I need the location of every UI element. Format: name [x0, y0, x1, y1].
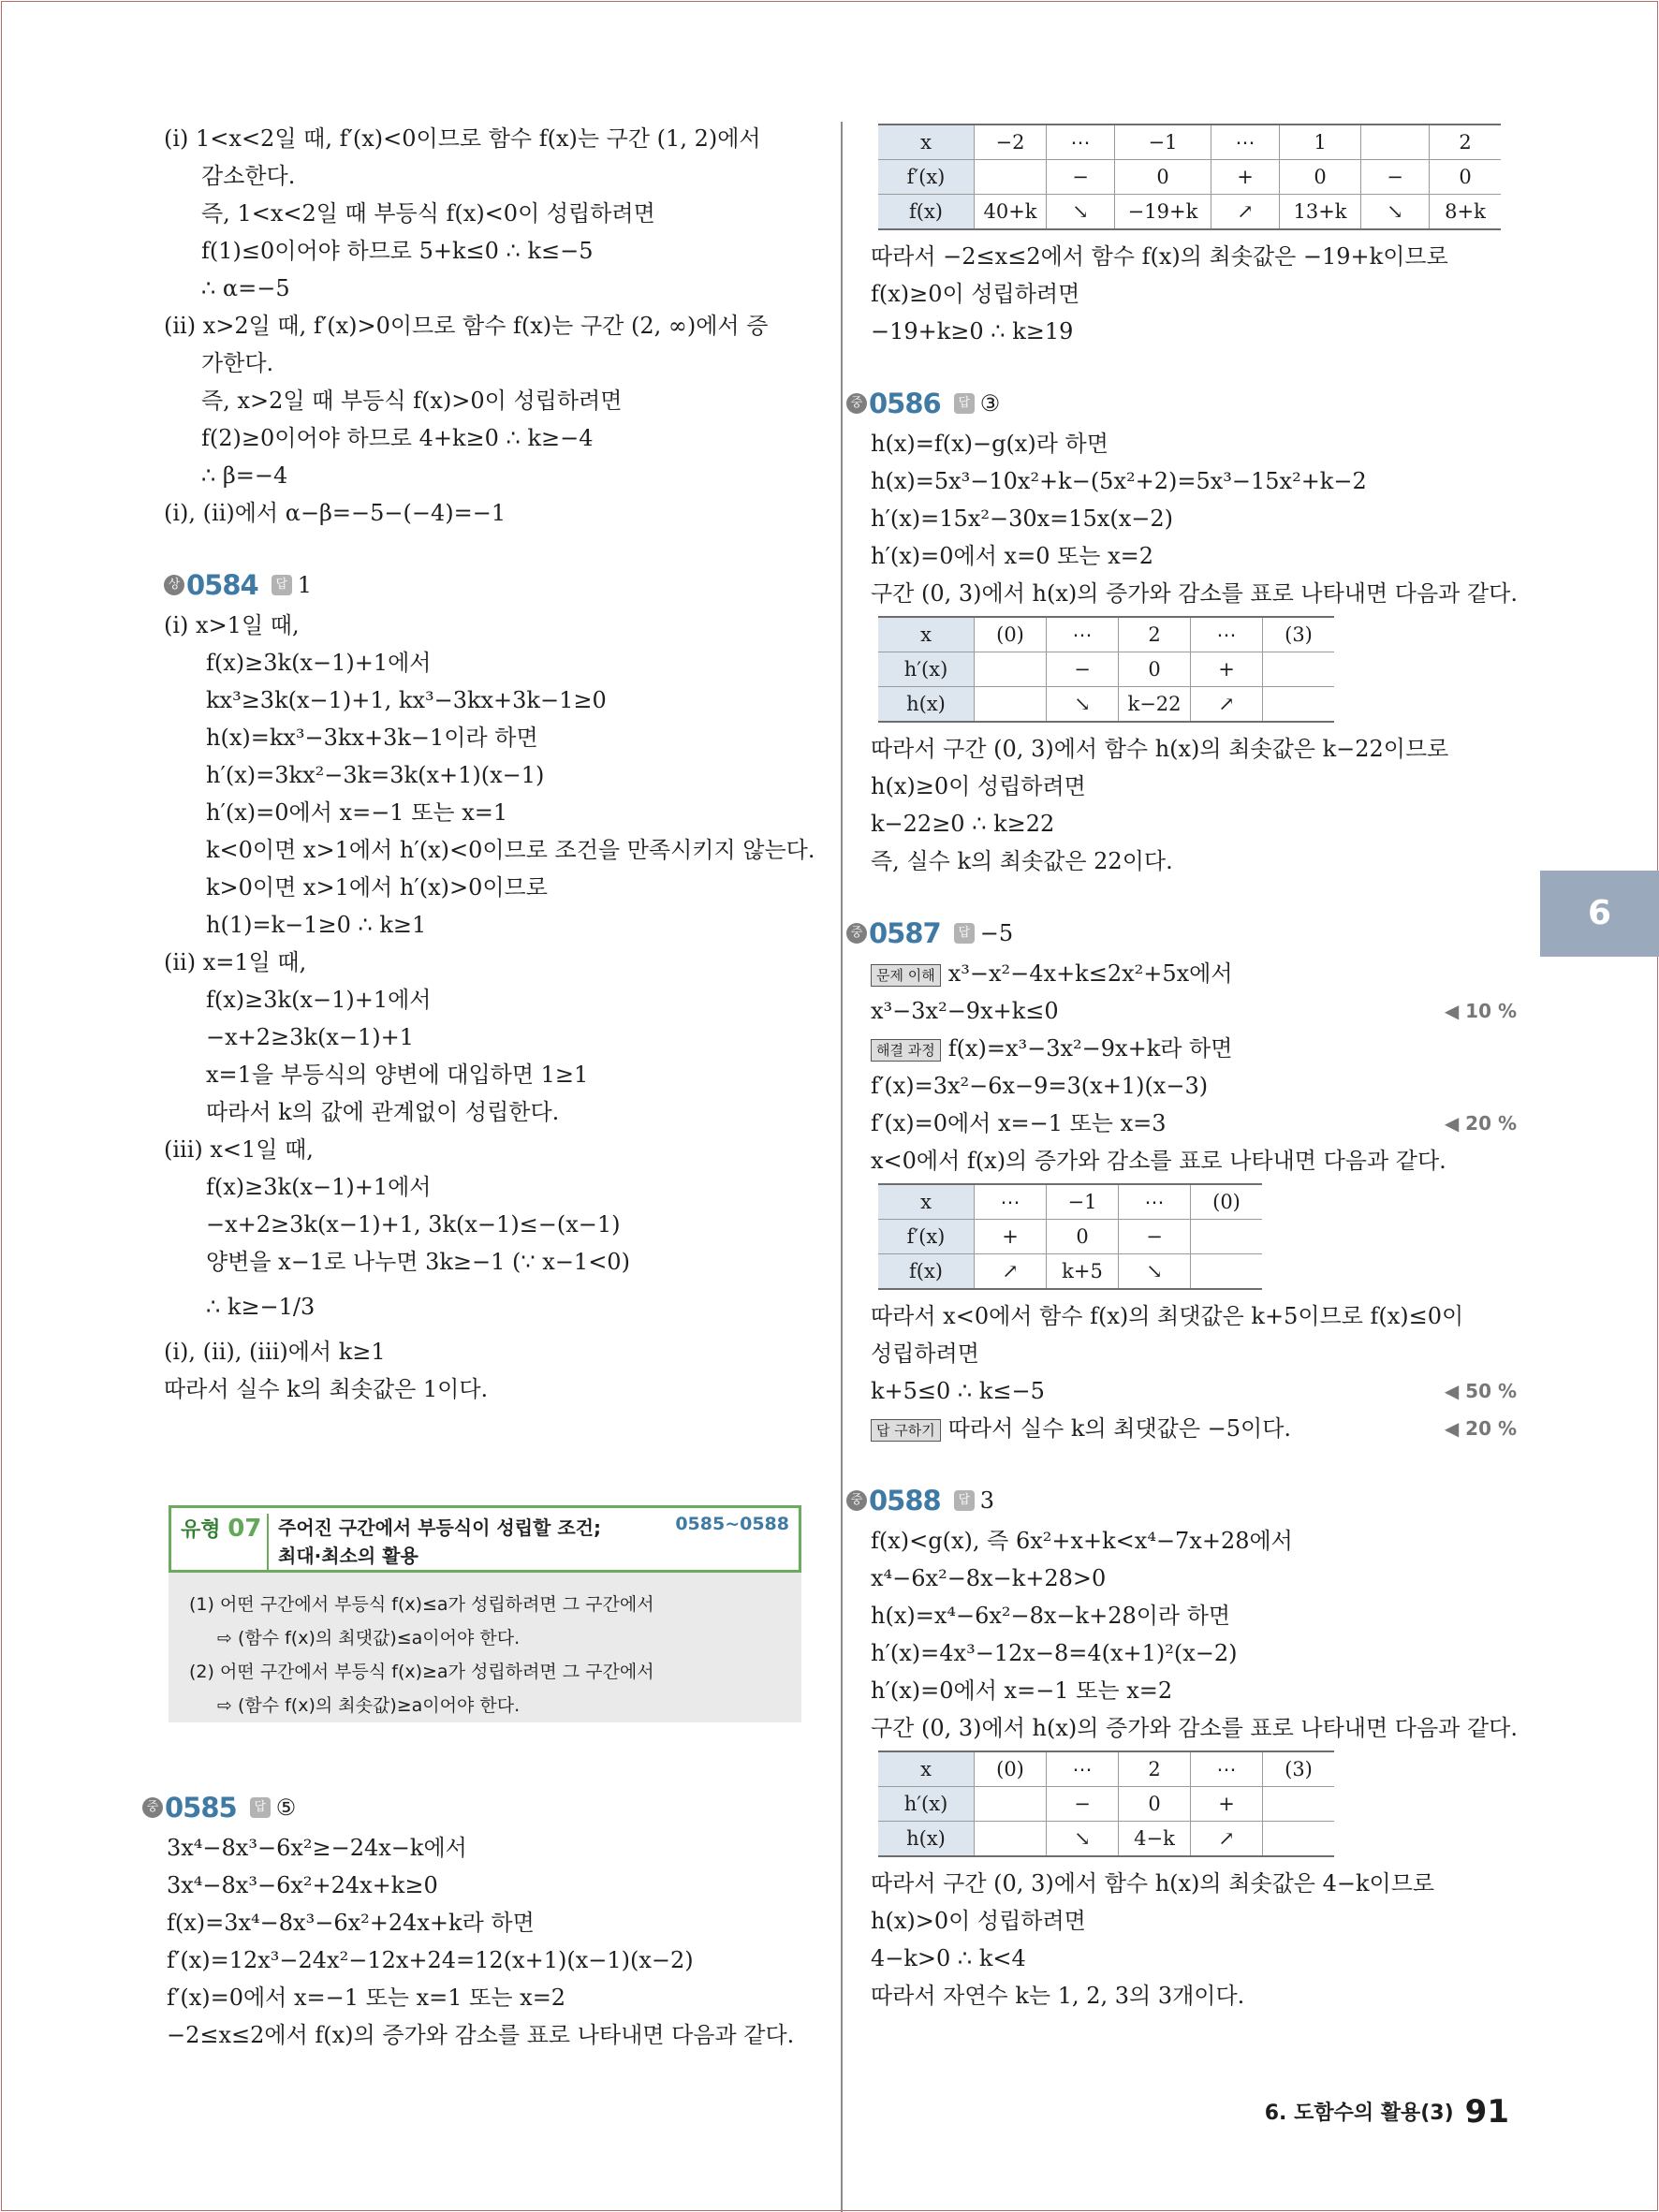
right-column	[850, 122, 1518, 2014]
table-cell: 4−k	[1119, 1822, 1191, 1857]
difficulty-badge: 중	[142, 1797, 163, 1818]
table-cell	[1191, 1254, 1263, 1290]
text-line: (i) x>1일 때,	[164, 612, 300, 638]
answer-value: 1	[297, 572, 312, 598]
score-percent: ◀ 50 %	[1444, 1380, 1517, 1402]
table-cell: (3)	[1263, 617, 1335, 652]
problem-0584-header	[164, 564, 810, 607]
text-line: k<0이면 x>1에서 h′(x)<0이므로 조건을 만족시키지 않는다.	[206, 837, 815, 863]
text-line: 즉, 1<x<2일 때 부등식 f(x)<0이 성립하려면	[201, 200, 655, 227]
type-range: 0585~0588	[675, 1514, 789, 1534]
type-body-line: ⇨ (함수 f(x)의 최솟값)≥a이어야 한다.	[217, 1695, 521, 1716]
table-cell	[1263, 1787, 1335, 1822]
table-cell: −1	[1115, 125, 1211, 160]
page-number: 91	[1464, 2093, 1509, 2131]
table-cell: ↘	[1047, 687, 1119, 723]
text-line: f(x)<g(x), 즉 6x²+x+k<x⁴−7x+28에서	[871, 1528, 1293, 1554]
text-line: h(x)=kx³−3kx+3k−1이라 하면	[206, 725, 538, 751]
problem-number: 0585	[165, 1792, 237, 1824]
variation-table-0585	[878, 124, 1501, 230]
text-span: k+5≤0 ∴ k≤−5	[871, 1378, 1045, 1404]
left-column	[164, 120, 815, 1408]
table-cell	[1263, 1822, 1335, 1857]
table-cell	[975, 1822, 1047, 1857]
chapter-title: 6. 도함수의 활용(3)	[1264, 2102, 1454, 2125]
text-line: 성립하려면	[871, 1340, 979, 1367]
text-line: 구간 (0, 3)에서 h(x)의 증가와 감소를 표로 나타내면 다음과 같다.	[871, 1715, 1518, 1741]
page-footer	[1265, 2093, 1509, 2131]
problem-0585	[142, 1786, 816, 2054]
text-line: f(x)≥3k(x−1)+1에서	[206, 650, 432, 676]
table-cell: −19+k	[1115, 195, 1211, 230]
problem-number: 0587	[869, 917, 941, 949]
text-line: 가한다.	[201, 350, 274, 376]
table-cell: x	[878, 1751, 975, 1787]
column-divider	[841, 122, 843, 2212]
table-cell: (0)	[975, 1751, 1047, 1787]
text-span: 따라서 실수 k의 최댓값은 −5이다.	[947, 1415, 1292, 1442]
table-cell: +	[1191, 1787, 1263, 1822]
problem-0586-header	[846, 382, 1517, 425]
text-line: 즉, 실수 k의 최솟값은 22이다.	[871, 848, 1173, 874]
type-box-header	[169, 1505, 801, 1573]
text-line: (ii) x>2일 때, f′(x)>0이므로 함수 f(x)는 구간 (2, ∞)에서 증	[164, 313, 769, 339]
text-line: 따라서 자연수 k는 1, 2, 3의 3개이다.	[871, 1983, 1245, 2009]
problem-0585-header	[142, 1786, 816, 1829]
table-cell: h′(x)	[878, 652, 975, 687]
table-cell: k−22	[1119, 687, 1191, 723]
type-box-body	[169, 1573, 801, 1722]
text-line: (i) 1<x<2일 때, f′(x)<0이므로 함수 f(x)는 구간 (1, 2)에서	[164, 125, 761, 152]
table-cell	[975, 1787, 1047, 1822]
answer-badge: 답	[954, 393, 975, 414]
answer-value: 3	[979, 1487, 994, 1514]
text-line: h(x)=x⁴−6x²−8x−k+28이라 하면	[871, 1603, 1231, 1629]
text-line: ∴ β=−4	[201, 462, 288, 489]
table-cell: ⋯	[1191, 617, 1263, 652]
text-span: f(x)=x³−3x²−9x+k라 하면	[947, 1035, 1233, 1062]
text-line	[871, 1410, 1517, 1447]
text-line: (i), (ii), (iii)에서 k≥1	[164, 1339, 386, 1365]
difficulty-badge: 중	[846, 923, 867, 944]
table-cell: −	[1047, 1787, 1119, 1822]
text-line: h(x)=f(x)−g(x)라 하면	[871, 431, 1108, 457]
table-cell: x	[878, 125, 975, 160]
table-cell: ↗	[1211, 195, 1280, 230]
difficulty-badge: 중	[846, 1490, 867, 1511]
table-cell: f′(x)	[878, 160, 975, 195]
table-cell: 0	[1047, 1220, 1119, 1254]
text-line: h′(x)=15x²−30x=15x(x−2)	[871, 505, 1173, 532]
answer-badge: 답	[250, 1797, 271, 1818]
variation-table-0587	[878, 1183, 1262, 1290]
answer-value: −5	[979, 920, 1014, 946]
answer-badge: 답	[954, 923, 975, 944]
difficulty-badge: 상	[164, 575, 184, 595]
score-percent: ◀ 10 %	[1444, 1000, 1517, 1022]
table-cell: 0	[1119, 652, 1191, 687]
table-cell: −	[1047, 160, 1115, 195]
text-line: kx³≥3k(x−1)+1, kx³−3kx+3k−1≥0	[206, 687, 607, 713]
variation-table-0586	[878, 616, 1334, 723]
table-cell	[1263, 652, 1335, 687]
table-cell: 1	[1280, 125, 1361, 160]
table-cell: 2	[1430, 125, 1502, 160]
table-cell: (0)	[1191, 1184, 1263, 1220]
text-line: −x+2≥3k(x−1)+1	[206, 1024, 414, 1050]
type-body-line: (1) 어떤 구간에서 부등식 f(x)≤a가 성립하려면 그 구간에서	[189, 1594, 654, 1615]
table-cell: −1	[1047, 1184, 1119, 1220]
text-line: h(x)=5x³−10x²+k−(5x²+2)=5x³−15x²+k−2	[871, 468, 1367, 494]
table-cell: 2	[1119, 1751, 1191, 1787]
text-line: x⁴−6x²−8x−k+28>0	[871, 1565, 1107, 1591]
table-cell: h′(x)	[878, 1787, 975, 1822]
problem-0587-header	[846, 912, 1517, 955]
text-line: h′(x)=3kx²−3k=3k(x+1)(x−1)	[206, 762, 545, 788]
text-line: f(x)≥0이 성립하려면	[871, 281, 1080, 307]
text-line: f′(x)=3x²−6x−9=3(x+1)(x−3)	[871, 1073, 1209, 1099]
table-cell: f(x)	[878, 1254, 975, 1290]
text-line: f′(x)=0에서 x=−1 또는 x=1 또는 x=2	[167, 1985, 566, 2011]
text-line: −2≤x≤2에서 f(x)의 증가와 감소를 표로 나타내면 다음과 같다.	[167, 2022, 795, 2048]
text-line: x=1을 부등식의 양변에 대입하면 1≥1	[206, 1062, 589, 1088]
table-cell: ↘	[1119, 1254, 1191, 1290]
table-cell: −	[1361, 160, 1430, 195]
text-line: 따라서 x<0에서 함수 f(x)의 최댓값은 k+5이므로 f(x)≤0이	[871, 1303, 1464, 1329]
table-cell: ⋯	[1211, 125, 1280, 160]
table-cell: ⋯	[1047, 1751, 1119, 1787]
table-cell: ⋯	[1191, 1751, 1263, 1787]
score-percent: ◀ 20 %	[1444, 1417, 1517, 1440]
text-line	[871, 1105, 1517, 1142]
text-line: f′(x)=12x³−24x²−12x+24=12(x+1)(x−1)(x−2)	[167, 1947, 694, 1973]
answer-badge: 답	[272, 575, 292, 595]
table-cell	[975, 160, 1047, 195]
text-line: ∴ α=−5	[201, 275, 290, 301]
variation-table-0588	[878, 1751, 1334, 1857]
answer-value: ⑤	[275, 1795, 297, 1821]
step-tag: 문제 이해	[871, 964, 941, 987]
type-title-line: 주어진 구간에서 부등식이 성립할 조건;	[278, 1516, 601, 1539]
text-line	[871, 992, 1517, 1030]
text-line: h′(x)=0에서 x=−1 또는 x=1	[206, 799, 508, 826]
text-line: (iii) x<1일 때,	[164, 1136, 314, 1163]
step-tag: 답 구하기	[871, 1419, 941, 1442]
table-cell: 0	[1115, 160, 1211, 195]
type-body-line: ⇨ (함수 f(x)의 최댓값)≤a이어야 한다.	[217, 1628, 521, 1648]
table-cell: ⋯	[1119, 1184, 1191, 1220]
text-line: 따라서 실수 k의 최솟값은 1이다.	[164, 1376, 489, 1402]
table-cell: ↗	[1191, 1822, 1263, 1857]
score-percent: ◀ 20 %	[1444, 1112, 1517, 1135]
text-line: 따라서 −2≤x≤2에서 함수 f(x)의 최솟값은 −19+k이므로	[871, 243, 1448, 270]
text-line: 구간 (0, 3)에서 h(x)의 증가와 감소를 표로 나타내면 다음과 같다.	[871, 580, 1518, 607]
text-line: ∴ k≥−1/3	[206, 1294, 316, 1320]
text-span: x³−x²−4x+k≤2x²+5x에서	[947, 960, 1233, 987]
text-line: −19+k≥0 ∴ k≥19	[871, 318, 1074, 344]
type-number: 07	[228, 1515, 262, 1543]
table-cell: ↗	[1191, 687, 1263, 723]
text-line: h(x)≥0이 성립하려면	[871, 773, 1086, 799]
text-line: 4−k>0 ∴ k<4	[871, 1945, 1026, 1971]
text-line	[871, 1030, 1517, 1067]
table-cell: ↘	[1047, 195, 1115, 230]
problem-0588-header	[846, 1479, 1517, 1522]
table-cell: ↘	[1047, 1822, 1119, 1857]
type-label	[181, 1514, 267, 1543]
table-cell	[975, 652, 1047, 687]
text-line: 양변을 x−1로 나누면 3k≥−1 (∵ x−1<0)	[206, 1249, 630, 1275]
table-cell: +	[1211, 160, 1280, 195]
type-box	[169, 1505, 801, 1722]
table-cell: ⋯	[1047, 617, 1119, 652]
text-line: 즉, x>2일 때 부등식 f(x)>0이 성립하려면	[201, 388, 623, 414]
text-line: f(2)≥0이어야 하므로 4+k≥0 ∴ k≥−4	[201, 425, 594, 451]
text-line: h(x)>0이 성립하려면	[871, 1908, 1086, 1934]
table-cell: +	[1191, 652, 1263, 687]
text-line: h(1)=k−1≥0 ∴ k≥1	[206, 912, 427, 938]
text-line: h′(x)=0에서 x=−1 또는 x=2	[871, 1677, 1173, 1704]
problem-number: 0586	[869, 388, 941, 419]
text-line: f(x)≥3k(x−1)+1에서	[206, 1174, 432, 1200]
table-cell: (3)	[1263, 1751, 1335, 1787]
type-body-line: (2) 어떤 구간에서 부등식 f(x)≥a가 성립하려면 그 구간에서	[189, 1662, 654, 1682]
text-line: h′(x)=4x³−12x−8=4(x+1)²(x−2)	[871, 1640, 1238, 1666]
step-tag: 해결 과정	[871, 1039, 941, 1062]
table-cell	[1361, 125, 1430, 160]
table-cell: f′(x)	[878, 1220, 975, 1254]
problem-number: 0588	[869, 1485, 941, 1516]
text-line: (i), (ii)에서 α−β=−5−(−4)=−1	[164, 500, 507, 526]
text-line: k−22≥0 ∴ k≥22	[871, 811, 1055, 837]
type-title	[267, 1514, 675, 1570]
type-title-line: 최대·최소의 활용	[278, 1545, 418, 1567]
text-line: h′(x)=0에서 x=0 또는 x=2	[871, 543, 1153, 569]
text-line: f(x)≥3k(x−1)+1에서	[206, 987, 432, 1013]
text-line: 3x⁴−8x³−6x²+24x+k≥0	[167, 1872, 438, 1898]
table-cell: −	[1047, 652, 1119, 687]
text-span: x³−3x²−9x+k≤0	[871, 998, 1059, 1024]
table-cell: 0	[1430, 160, 1502, 195]
table-cell: 0	[1119, 1787, 1191, 1822]
table-cell: +	[975, 1220, 1047, 1254]
table-cell: 8+k	[1430, 195, 1502, 230]
table-cell: h(x)	[878, 687, 975, 723]
table-cell: k+5	[1047, 1254, 1119, 1290]
text-line: f(x)=3x⁴−8x³−6x²+24x+k라 하면	[167, 1910, 535, 1936]
chapter-side-tab: 6	[1540, 871, 1659, 957]
table-cell: x	[878, 1184, 975, 1220]
table-cell: 40+k	[975, 195, 1047, 230]
table-cell	[1191, 1220, 1263, 1254]
text-line: f(1)≤0이어야 하므로 5+k≤0 ∴ k≤−5	[201, 238, 594, 264]
text-line	[871, 1372, 1517, 1410]
answer-value: ③	[979, 390, 1001, 417]
text-line	[871, 955, 1517, 992]
difficulty-badge: 중	[846, 393, 867, 414]
text-line: 따라서 구간 (0, 3)에서 함수 h(x)의 최솟값은 4−k이므로	[871, 1870, 1435, 1897]
table-cell: 13+k	[1280, 195, 1361, 230]
text-line: 감소한다.	[201, 163, 296, 189]
table-cell: 0	[1280, 160, 1361, 195]
problem-number: 0584	[186, 569, 258, 601]
answer-badge: 답	[954, 1490, 975, 1511]
text-line: 따라서 k의 값에 관계없이 성립한다.	[206, 1099, 560, 1125]
text-span: f′(x)=0에서 x=−1 또는 x=3	[871, 1110, 1167, 1136]
table-cell	[975, 687, 1047, 723]
text-line: 3x⁴−8x³−6x²≥−24x−k에서	[167, 1835, 467, 1861]
table-cell: ↘	[1361, 195, 1430, 230]
text-line: 따라서 구간 (0, 3)에서 함수 h(x)의 최솟값은 k−22이므로	[871, 736, 1449, 762]
table-cell: 2	[1119, 617, 1191, 652]
text-line: (ii) x=1일 때,	[164, 949, 307, 975]
table-cell: ⋯	[975, 1184, 1047, 1220]
table-cell: −	[1119, 1220, 1191, 1254]
text-line: −x+2≥3k(x−1)+1, 3k(x−1)≤−(x−1)	[206, 1211, 621, 1238]
table-cell: ⋯	[1047, 125, 1115, 160]
text-line: k>0이면 x>1에서 h′(x)>0이므로	[206, 874, 548, 901]
table-cell: x	[878, 617, 975, 652]
table-cell: −2	[975, 125, 1047, 160]
table-cell: ↗	[975, 1254, 1047, 1290]
type-label-text: 유형	[181, 1518, 221, 1542]
table-cell: (0)	[975, 617, 1047, 652]
text-line: x<0에서 f(x)의 증가와 감소를 표로 나타내면 다음과 같다.	[871, 1148, 1446, 1174]
table-cell: f(x)	[878, 195, 975, 230]
table-cell: h(x)	[878, 1822, 975, 1857]
table-cell	[1263, 687, 1335, 723]
